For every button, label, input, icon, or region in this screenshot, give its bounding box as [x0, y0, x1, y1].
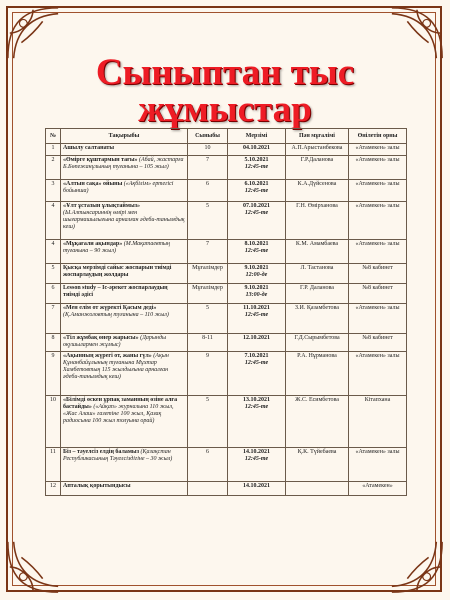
row-teacher: Р.А. Нұрманова [286, 352, 349, 396]
event-date: 04.10.2021 [243, 145, 270, 151]
corner-ornament-bottom-right [388, 538, 446, 596]
row-topic [61, 482, 188, 496]
row-topic [61, 334, 188, 352]
row-number: 5 [46, 264, 61, 284]
row-topic [61, 156, 188, 180]
row-number: 7 [46, 304, 61, 334]
row-grade: 5 [188, 202, 228, 240]
event-title: «Өмірге құштармын тағы» [63, 157, 138, 163]
header-place: Өнілетін орны [349, 129, 407, 144]
event-note: (Қазақстан Республикасының Тәуелсіздігіне – 30 жыл) [63, 449, 173, 462]
row-place: «Атамекен» [349, 482, 407, 496]
row-date [228, 448, 286, 482]
row-grade: 10 [188, 144, 228, 156]
row-topic [61, 448, 188, 482]
row-place: №8 кабинет [349, 334, 407, 352]
row-grade: 8-11 [188, 334, 228, 352]
event-time: 12:00-де [245, 272, 268, 278]
row-place: «Атамекен» залы [349, 156, 407, 180]
row-topic [61, 202, 188, 240]
row-topic [61, 240, 188, 264]
row-teacher: З.И. Қазамбетова [286, 304, 349, 334]
header-date: Мерзімі [228, 129, 286, 144]
row-topic [61, 396, 188, 448]
row-topic [61, 144, 188, 156]
table-header-row [46, 129, 407, 144]
row-date [228, 334, 286, 352]
event-time: 12:45-те [244, 210, 269, 216]
corner-ornament-bottom-left [4, 538, 62, 596]
row-date [228, 240, 286, 264]
header-topic: Тақырыбы [61, 129, 188, 144]
table-row [46, 352, 407, 396]
event-note: (Дарынды оқушылармен жұмыс) [63, 335, 167, 348]
event-date: 6.10.2021 [244, 181, 269, 187]
row-topic [61, 304, 188, 334]
event-time: 12:45-те [244, 312, 269, 318]
event-time: 12:45-те [244, 188, 269, 194]
row-grade: 6 [188, 180, 228, 202]
row-grade: 9 [188, 352, 228, 396]
event-note: (Ы.Алтынсариннің өмірі мен шығармашылығына арналған әдеби-танымдық кеш) [63, 210, 185, 230]
table-row [46, 482, 407, 496]
row-place: №8 кабинет [349, 264, 407, 284]
event-date: 11.10.2021 [243, 305, 270, 311]
row-grade: 7 [188, 240, 228, 264]
event-note: (М.Мақатаевтың туғанына – 90 жыл) [63, 241, 170, 254]
row-grade: 5 [188, 304, 228, 334]
row-teacher: Л. Тастанова [286, 264, 349, 284]
row-teacher: Г.Р.Даланова [286, 156, 349, 180]
row-date [228, 304, 286, 334]
event-time: 13:00-де [245, 292, 268, 298]
row-topic [61, 284, 188, 304]
row-place: №8 кабинет [349, 284, 407, 304]
page-title-line-1: Сыныптан тыс [95, 52, 355, 93]
row-number: 1 [46, 144, 61, 156]
row-teacher: Қ.К. Түйебаева [286, 448, 349, 482]
event-date: 7.10.2021 [244, 353, 269, 359]
event-note: («Айқап» журналына 110 жыл, «Жас Алаш» газетіне 100 жыл, Қазақ радиосына 100 жыл толуына орай) [63, 404, 174, 424]
row-place: «Атамекен» залы [349, 144, 407, 156]
row-grade [188, 482, 228, 496]
row-date [228, 180, 286, 202]
event-title: Біз – тәуелсіз елдің баламыз [63, 449, 140, 455]
row-date [228, 156, 286, 180]
row-topic [61, 352, 188, 396]
event-title: Lesson study – Іс-әрекет жоспарлаудың тиімді әдісі [63, 285, 168, 298]
header-grade: Сыныбы [188, 129, 228, 144]
event-note: (Қ.Аманжоловтың туғанына – 110 жыл) [63, 312, 169, 318]
page-title-line-2: жұмыстар [138, 89, 312, 130]
row-date [228, 352, 286, 396]
row-number: 2 [46, 156, 61, 180]
row-teacher: К.А.Дүйсенова [286, 180, 349, 202]
table-row [46, 334, 407, 352]
table-row [46, 240, 407, 264]
event-date: 14.10.2021 [243, 483, 270, 489]
row-number: 10 [46, 396, 61, 448]
row-topic [61, 180, 188, 202]
event-note: («Ақбілім» ертегісі бойынша) [63, 181, 174, 194]
schedule-table [45, 128, 407, 496]
event-title: «Білімді өскен ұрпақ заманның өзіне алға бастайды» [63, 397, 178, 410]
event-title: «Ақынның жүрегі от, жаны гүл» [63, 353, 152, 359]
event-time: 12:45-те [244, 360, 269, 366]
event-title: Қысқа мерзімді сайыс жоспарын тиімді жоспарлаудың жолдары [63, 265, 172, 278]
event-title: «Алтын сақа» ойыны [63, 181, 123, 187]
table-row [46, 144, 407, 156]
event-title: Ашылу салтанаты [63, 145, 115, 151]
row-date [228, 482, 286, 496]
row-number: 4 [46, 240, 61, 264]
row-place: «Атамекен» залы [349, 180, 407, 202]
row-date [228, 396, 286, 448]
event-date: 07.10.2021 [243, 203, 270, 209]
row-date [228, 284, 286, 304]
row-number: 6 [46, 284, 61, 304]
event-date: 9.10.2021 [244, 265, 269, 271]
row-date [228, 202, 286, 240]
row-number: 8 [46, 334, 61, 352]
event-date: 13.10.2021 [243, 397, 270, 403]
table-row [46, 156, 407, 180]
event-time: 12:45-те [244, 248, 269, 254]
row-place: «Атамекен» залы [349, 352, 407, 396]
event-note: (Абай, жастарға Б.Бөпежанұлының туғанына – 105 жыл) [63, 157, 184, 170]
row-date [228, 144, 286, 156]
event-date: 12.10.2021 [243, 335, 270, 341]
event-title: Апталық қорытындысы [63, 483, 131, 489]
row-topic [61, 264, 188, 284]
event-time: 12:45-те [244, 164, 269, 170]
row-date [228, 264, 286, 284]
event-note: (Ақын Құнанбайұлының туғанына Мұхтар Хамбетовтың 115 жылдығына арналған әдеби-танымдық кеш) [63, 353, 169, 380]
row-place: «Атамекен» залы [349, 202, 407, 240]
header-number: № [46, 129, 61, 144]
event-title: «Ұлт ұстазын ұлықтаймыз» [63, 203, 141, 209]
row-grade: 5 [188, 396, 228, 448]
row-grade: Мұғалімдер [188, 284, 228, 304]
table-row [46, 264, 407, 284]
row-number: 3 [46, 180, 61, 202]
table-row [46, 304, 407, 334]
event-date: 9.10.2021 [244, 285, 269, 291]
event-time: 12:45-те [244, 456, 269, 462]
row-teacher: К.М. Амамбаева [286, 240, 349, 264]
table-row [46, 180, 407, 202]
row-place: «Атамекен» залы [349, 240, 407, 264]
event-date: 5.10.2021 [244, 157, 269, 163]
row-teacher: Г.Н. Өмірханова [286, 202, 349, 240]
event-title: «Мұқағали ақындар» [63, 241, 123, 247]
row-number: 9 [46, 352, 61, 396]
table-row [46, 202, 407, 240]
row-grade: 6 [188, 448, 228, 482]
row-grade: Мұғалімдер [188, 264, 228, 284]
header-teacher: Пән мұғалімі [286, 129, 349, 144]
row-place: «Атамекен» залы [349, 448, 407, 482]
row-place: Кітапхана [349, 396, 407, 448]
row-number: 4 [46, 202, 61, 240]
row-teacher: А.П.Арыстанбекова [286, 144, 349, 156]
row-place: «Атамекен» залы [349, 304, 407, 334]
event-title: «Мен елім от жүректі Қасым деді» [63, 305, 157, 311]
table-row [46, 396, 407, 448]
event-title: «Тіл жұмбақ өнер жарысы» [63, 335, 139, 341]
row-number: 11 [46, 448, 61, 482]
event-date: 8.10.2021 [244, 241, 269, 247]
event-date: 14.10.2021 [243, 449, 270, 455]
row-grade: 7 [188, 156, 228, 180]
table-row [46, 284, 407, 304]
event-time: 12:45-те [244, 404, 269, 410]
row-teacher: Г.Д.Сырымбетова [286, 334, 349, 352]
row-teacher: Ж.С. Есимбетова [286, 396, 349, 448]
table-row [46, 448, 407, 482]
row-teacher [286, 482, 349, 496]
row-teacher: Г.Р. Даланова [286, 284, 349, 304]
row-number: 12 [46, 482, 61, 496]
